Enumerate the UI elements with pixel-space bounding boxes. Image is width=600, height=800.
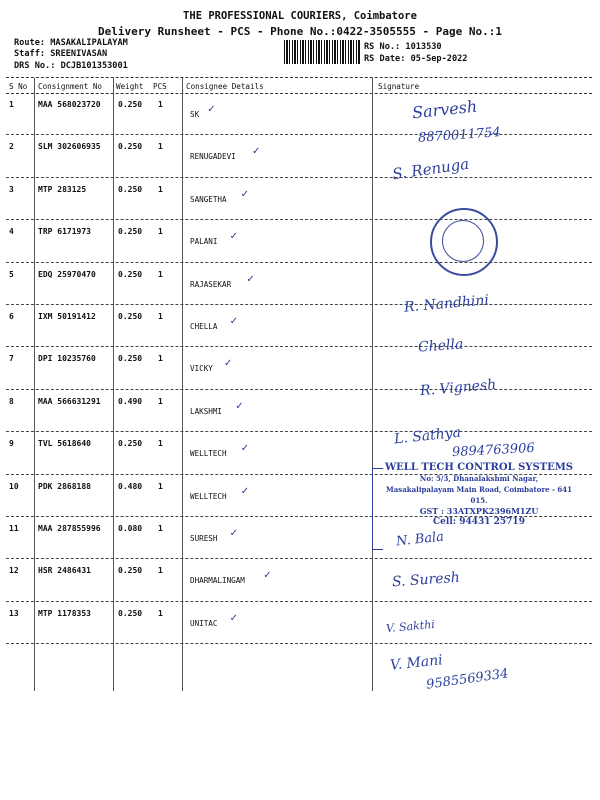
row-consignment-no: MAA 566631291: [38, 396, 101, 406]
row-consignment-no: TRP 6171973: [38, 227, 91, 237]
row-consignment-no: HSR 2486431: [38, 566, 91, 576]
row-weight: 0.250: [118, 184, 143, 194]
row-weight: 0.080: [118, 524, 143, 533]
row-divider: [6, 389, 592, 390]
row-weight: 0.490: [118, 396, 143, 406]
row-pcs: 1: [158, 481, 163, 491]
row-consignee: WELLTECH: [190, 449, 227, 459]
row-consignment-no: TVL 5618640: [38, 439, 91, 449]
row-sno: 5: [9, 269, 14, 279]
route-label: Route: MASAKALIPALAYAM: [14, 38, 128, 48]
handwritten-phone: 9894763906: [451, 440, 536, 461]
signature-scrawl: S. Suresh: [391, 569, 461, 591]
row-divider: [6, 134, 592, 135]
row-pcs: 1: [158, 269, 163, 279]
stamp-line-gst: GST : 33ATXPK2396M1ZU: [419, 506, 539, 516]
checkmark-icon: ✓: [246, 273, 255, 285]
signature-scrawl: V. Sakthi: [385, 617, 436, 636]
row-sno: 10: [9, 481, 19, 491]
row-sno: 8: [9, 396, 14, 406]
row-consignment-no: SLM 302606935: [38, 142, 101, 152]
row-consignment-no: MAA 568023720: [38, 100, 101, 109]
checkmark-icon: ✓: [240, 443, 250, 455]
handwritten-phone: 9585569334: [425, 666, 510, 693]
row-divider: [6, 177, 592, 178]
row-consignee: CHELLA: [190, 322, 218, 331]
handwritten-phone: 8870011754: [417, 125, 502, 146]
checkmark-icon: ✓: [229, 612, 238, 624]
col-weight: Weight: [116, 82, 144, 91]
rs-date: RS Date: 05-Sep-2022: [364, 54, 468, 64]
row-pcs: 1: [158, 608, 163, 618]
signature-scrawl: R. Vignesh: [419, 376, 497, 400]
checkmark-icon: ✓: [229, 316, 238, 327]
row-consignee: SK: [190, 110, 200, 119]
row-weight: 0.250: [118, 354, 143, 364]
signature-scrawl: Chella: [417, 336, 464, 356]
row-consignment-no: PDK 2868188: [38, 481, 91, 491]
col-signature: Signature: [378, 82, 420, 91]
row-sno: 4: [9, 227, 14, 237]
col-consignment: Consignment No: [38, 82, 103, 91]
signature-scrawl: S. Renuga: [391, 154, 471, 184]
row-pcs: 1: [158, 566, 163, 576]
row-divider: [6, 219, 592, 220]
row-weight: 0.250: [118, 142, 143, 152]
row-consignment-no: DPI 10235760: [38, 354, 96, 364]
row-sno: 3: [9, 184, 14, 194]
stamp-line-company: WELL TECH CONTROL SYSTEMS: [384, 462, 574, 473]
row-sno: 2: [9, 142, 14, 152]
signature-scrawl: R. Nandhini: [403, 292, 490, 316]
row-pcs: 1: [158, 142, 163, 152]
row-consignment-no: MTP 1178353: [38, 608, 91, 618]
row-sno: 1: [9, 100, 14, 109]
signature-scrawl: V. Mani: [389, 652, 444, 674]
checkmark-icon: ✓: [252, 146, 261, 158]
signature-scrawl: N. Bala: [395, 529, 445, 550]
row-weight: 0.250: [118, 608, 143, 618]
row-pcs: 1: [158, 184, 163, 194]
row-weight: 0.250: [118, 312, 143, 321]
row-sno: 12: [9, 566, 19, 576]
row-sno: 7: [9, 354, 14, 364]
row-sno: 6: [9, 312, 14, 321]
row-divider: [6, 304, 592, 305]
col-consignee: Consignee Details: [186, 82, 264, 91]
row-pcs: 1: [158, 354, 163, 364]
row-pcs: 1: [158, 100, 163, 109]
col-pcs: PCS: [153, 82, 167, 91]
checkmark-icon: ✓: [229, 231, 238, 243]
header-rule-top: [6, 77, 592, 78]
runsheet-title: Delivery Runsheet - PCS - Phone No.:0422-3505555 - Page No.:1: [98, 25, 502, 38]
stamp-line-cell: Cell: 94431 25719: [433, 517, 525, 527]
row-consignee: LAKSHMI: [190, 406, 223, 416]
checkmark-icon: ✓: [229, 528, 238, 539]
row-divider: [6, 262, 592, 263]
row-divider: [6, 558, 592, 559]
round-company-seal: [430, 208, 498, 276]
well-tech-stamp: [380, 462, 578, 527]
row-consignment-no: IXM 50191412: [38, 312, 96, 321]
checkmark-icon: ✓: [235, 400, 244, 412]
checkmark-icon: ✓: [224, 358, 233, 370]
row-divider: [6, 431, 592, 432]
row-weight: 0.250: [118, 100, 143, 109]
row-consignee: DHARMALINGAM: [190, 576, 245, 586]
row-divider: [6, 346, 592, 347]
row-sno: 13: [9, 608, 19, 618]
row-sno: 9: [9, 439, 14, 449]
row-pcs: 1: [158, 227, 163, 237]
row-pcs: 1: [158, 524, 163, 533]
signature-scrawl: L. Sathya: [393, 424, 462, 448]
barcode: [284, 40, 360, 64]
checkmark-icon: ✓: [263, 570, 272, 582]
row-sno: 11: [9, 524, 19, 533]
row-pcs: 1: [158, 312, 163, 321]
checkmark-icon: ✓: [240, 188, 250, 200]
row-consignment-no: MAA 287855996: [38, 524, 101, 533]
rs-number: RS No.: 1013530: [364, 42, 442, 52]
row-pcs: 1: [158, 396, 163, 406]
company-name: THE PROFESSIONAL COURIERS, Coimbatore: [183, 10, 417, 22]
row-divider: [6, 601, 592, 602]
stamp-line-address: No: 5/3, Dhanalakshmi Nagar,: [419, 474, 539, 483]
row-weight: 0.250: [118, 227, 143, 237]
row-divider: [6, 643, 592, 644]
row-weight: 0.480: [118, 481, 143, 491]
row-consignee: VICKY: [190, 364, 213, 374]
row-consignee: WELLTECH: [190, 491, 227, 501]
row-consignee: SURESH: [190, 534, 218, 543]
row-weight: 0.250: [118, 269, 143, 279]
signature-scrawl: Sarvesh: [411, 96, 478, 123]
row-consignee: RAJASEKAR: [190, 279, 232, 289]
row-consignee: PALANI: [190, 237, 218, 247]
drs-number: DRS No.: DCJB101353001: [14, 61, 128, 71]
checkmark-icon: ✓: [207, 104, 216, 115]
staff-label: Staff: SREENIVASAN: [14, 49, 108, 59]
row-consignment-no: EDQ 25970470: [38, 269, 96, 279]
stamp-line-road: Masakalipalayam Main Road, Coimbatore - 641 015.: [386, 485, 572, 505]
row-pcs: 1: [158, 439, 163, 449]
row-consignee: SANGETHA: [190, 194, 227, 204]
row-consignment-no: MTP 283125: [38, 184, 87, 194]
header-rule-bottom: [6, 93, 592, 94]
row-consignee: RENUGADEVI: [190, 152, 236, 162]
row-weight: 0.250: [118, 566, 143, 576]
col-sno: S No: [9, 82, 28, 91]
checkmark-icon: ✓: [240, 485, 250, 497]
row-weight: 0.250: [118, 439, 143, 449]
row-consignee: UNITAC: [190, 618, 218, 628]
